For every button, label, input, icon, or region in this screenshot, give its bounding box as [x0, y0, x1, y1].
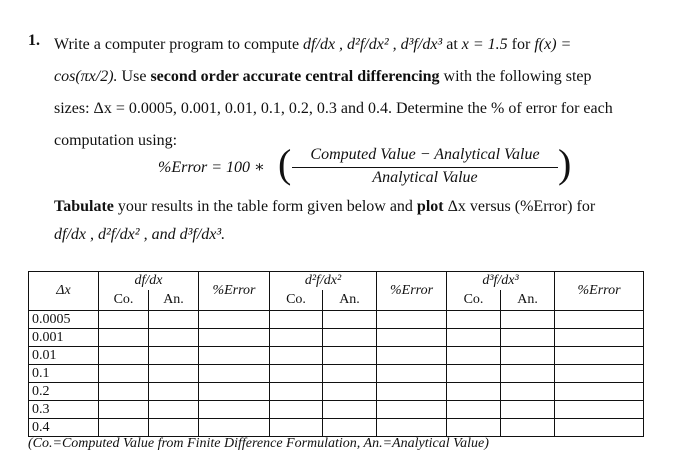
cell[interactable] — [323, 401, 377, 419]
cell[interactable] — [377, 347, 447, 365]
dx-value: 0.001 — [29, 329, 99, 347]
cell[interactable] — [377, 311, 447, 329]
dx-value: 0.0005 — [29, 311, 99, 329]
cell[interactable] — [149, 311, 199, 329]
dx-value: 0.3 — [29, 401, 99, 419]
cell[interactable] — [555, 365, 644, 383]
cell[interactable] — [270, 311, 323, 329]
cell[interactable] — [149, 365, 199, 383]
cell[interactable] — [447, 419, 501, 437]
cell[interactable] — [501, 311, 555, 329]
cell[interactable] — [270, 383, 323, 401]
cell[interactable] — [99, 383, 149, 401]
cell[interactable] — [149, 419, 199, 437]
cell[interactable] — [149, 347, 199, 365]
cell[interactable] — [377, 383, 447, 401]
problem-number: 1. — [28, 32, 40, 49]
cell[interactable] — [555, 383, 644, 401]
cell[interactable] — [447, 401, 501, 419]
cell[interactable] — [199, 401, 270, 419]
cell[interactable] — [99, 401, 149, 419]
cell[interactable] — [447, 329, 501, 347]
table-row — [29, 401, 644, 419]
table-row — [29, 419, 644, 437]
cell[interactable] — [501, 383, 555, 401]
error-header-1: %Error — [199, 272, 270, 311]
cell[interactable] — [323, 329, 377, 347]
table-row — [29, 383, 644, 401]
cell[interactable] — [447, 365, 501, 383]
formula-denominator: Analytical Value — [372, 169, 478, 186]
table-header-row-2 — [29, 290, 644, 311]
cell[interactable] — [377, 401, 447, 419]
cell[interactable] — [199, 383, 270, 401]
cell[interactable] — [149, 329, 199, 347]
tabulate-line-2: df/dx , d²f/dx² , and d³f/dx³. — [54, 226, 226, 243]
cell[interactable] — [199, 365, 270, 383]
formula-numerator: Computed Value − Analytical Value — [310, 146, 540, 163]
tabulate-instruction — [54, 193, 644, 249]
cell[interactable] — [199, 329, 270, 347]
table-row — [29, 311, 644, 329]
problem-statement — [54, 29, 644, 157]
cell[interactable] — [149, 383, 199, 401]
cell[interactable] — [555, 311, 644, 329]
table-row — [29, 365, 644, 383]
table-header-row-1 — [29, 272, 644, 291]
error-header-3: %Error — [555, 272, 644, 311]
cell[interactable] — [99, 347, 149, 365]
d2f-dx2-header: d²f/dx² — [270, 272, 377, 291]
tabulate-line-1: Tabulate your results in the table form given below and plot Δx versus (%Error) for — [54, 198, 596, 215]
cell[interactable] — [149, 401, 199, 419]
co-header-1: Co. — [99, 290, 149, 311]
dx-value: 0.2 — [29, 383, 99, 401]
cell[interactable] — [501, 329, 555, 347]
statement-line-4: computation using: — [54, 132, 178, 149]
statement-line-1: Write a computer program to compute df/dx , d²f/dx² , d³f/dx³ at x = 1.5 for f(x) = — [54, 36, 572, 53]
cell[interactable] — [270, 419, 323, 437]
cell[interactable] — [555, 401, 644, 419]
cell[interactable] — [99, 365, 149, 383]
cell[interactable] — [323, 383, 377, 401]
formula-lhs: %Error = 100 ∗ — [158, 159, 265, 176]
an-header-3: An. — [501, 290, 555, 311]
cell[interactable] — [323, 311, 377, 329]
cell[interactable] — [501, 401, 555, 419]
fraction-bar — [292, 167, 558, 168]
co-header-3: Co. — [447, 290, 501, 311]
cell[interactable] — [99, 419, 149, 437]
statement-line-2: cos(πx/2). Use second order accurate central differencing with the following step — [54, 68, 592, 85]
cell[interactable] — [447, 347, 501, 365]
dx-value: 0.1 — [29, 365, 99, 383]
cell[interactable] — [270, 401, 323, 419]
cell[interactable] — [377, 365, 447, 383]
left-paren: ( — [278, 141, 292, 186]
error-header-2: %Error — [377, 272, 447, 311]
cell[interactable] — [377, 419, 447, 437]
an-header-2: An. — [323, 290, 377, 311]
cell[interactable] — [199, 419, 270, 437]
statement-line-3: sizes: Δx = 0.0005, 0.001, 0.01, 0.1, 0.2, 0.3 and 0.4. Determine the % of error for each — [54, 100, 613, 117]
dx-value: 0.4 — [29, 419, 99, 437]
error-formula — [158, 141, 578, 188]
cell[interactable] — [323, 365, 377, 383]
cell[interactable] — [377, 329, 447, 347]
cell[interactable] — [323, 347, 377, 365]
cell[interactable] — [199, 311, 270, 329]
cell[interactable] — [99, 311, 149, 329]
dx-header: Δx — [29, 272, 99, 311]
cell[interactable] — [447, 383, 501, 401]
d3f-dx3-header: d³f/dx³ — [447, 272, 555, 291]
results-table — [28, 271, 644, 437]
cell[interactable] — [501, 365, 555, 383]
cell[interactable] — [99, 329, 149, 347]
cell[interactable] — [555, 347, 644, 365]
cell[interactable] — [501, 347, 555, 365]
table-footnote: (Co.=Computed Value from Finite Difference Formulation, An.=Analytical Value) — [28, 436, 489, 451]
an-header-1: An. — [149, 290, 199, 311]
cell[interactable] — [555, 329, 644, 347]
cell[interactable] — [270, 329, 323, 347]
dx-value: 0.01 — [29, 347, 99, 365]
cell[interactable] — [555, 419, 644, 437]
right-paren: ) — [558, 141, 572, 186]
cell[interactable] — [270, 347, 323, 365]
cell[interactable] — [199, 347, 270, 365]
cell[interactable] — [447, 311, 501, 329]
cell[interactable] — [323, 419, 377, 437]
table-row — [29, 329, 644, 347]
df-dx-header: df/dx — [99, 272, 199, 291]
co-header-2: Co. — [270, 290, 323, 311]
cell[interactable] — [501, 419, 555, 437]
table-row — [29, 347, 644, 365]
cell[interactable] — [270, 365, 323, 383]
